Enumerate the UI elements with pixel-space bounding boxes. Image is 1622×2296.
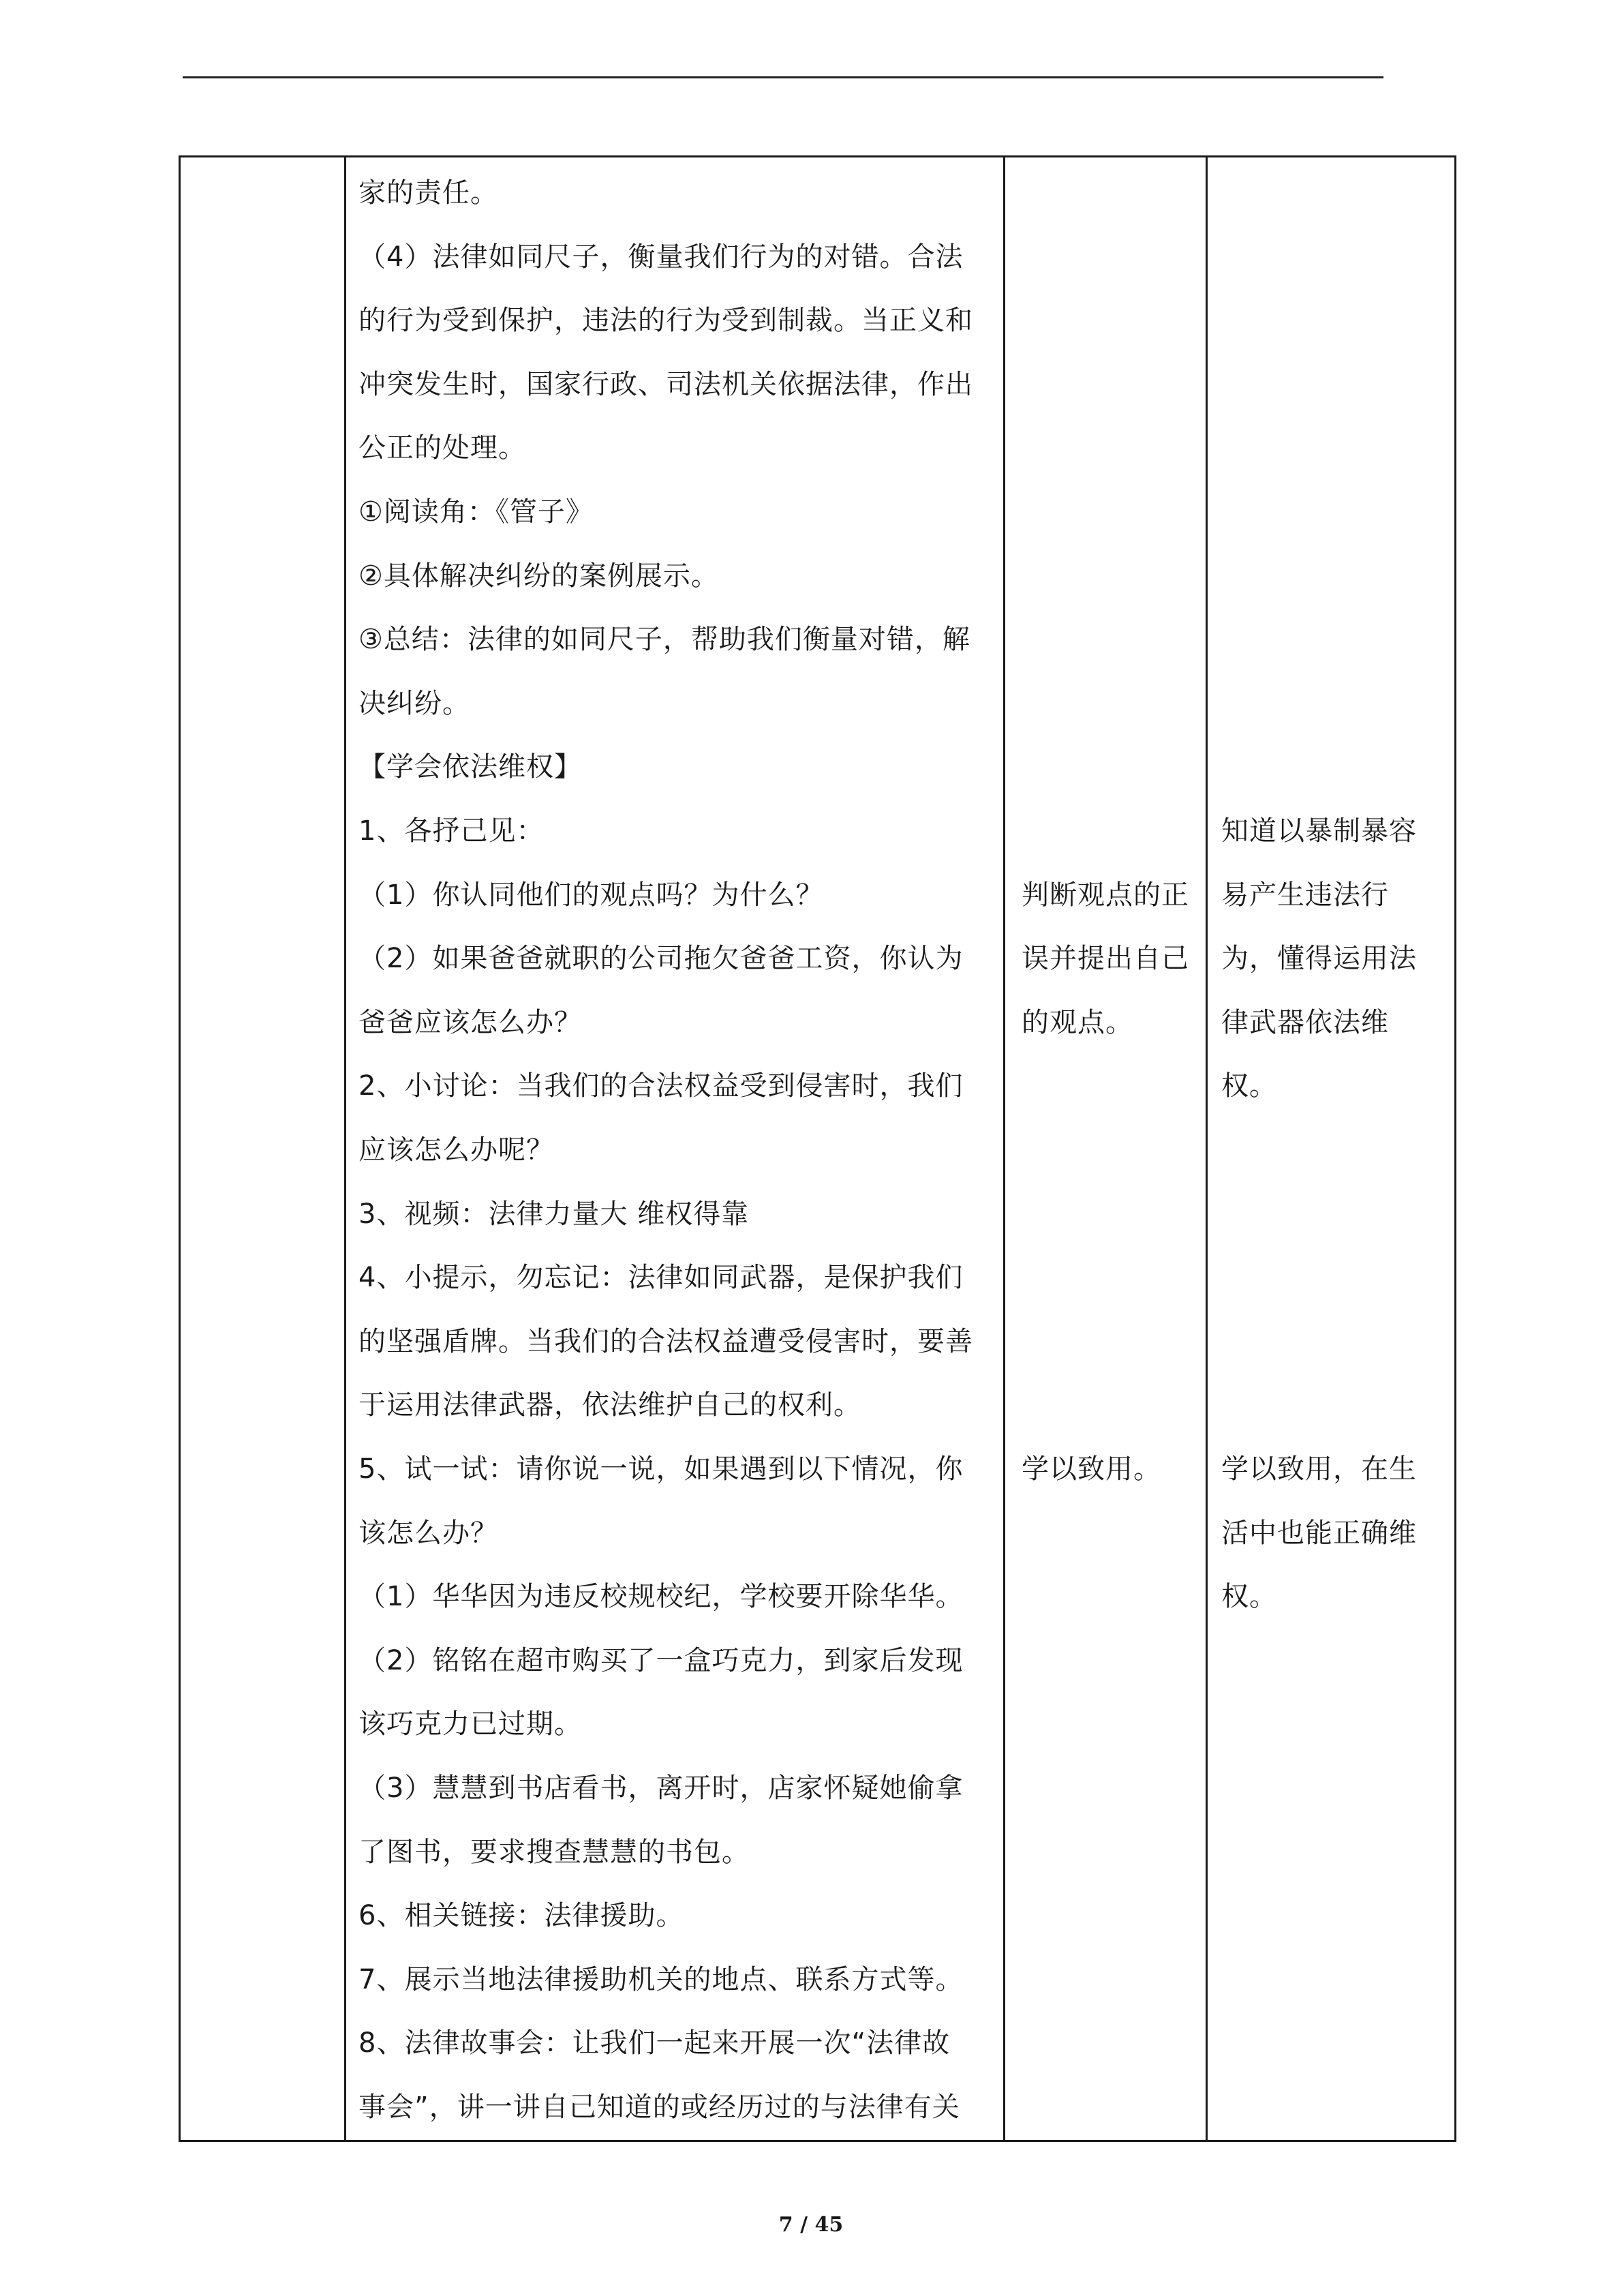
text-line: 4、小提示，勿忘记：法律如同武器，是保护我们 <box>358 1262 964 1294</box>
text-line: （2）如果爸爸就职的公司拖欠爸爸工资，你认为 <box>358 943 964 975</box>
text-line: 律武器依法维 <box>1221 1006 1389 1038</box>
text-line: 权。 <box>1221 1070 1277 1102</box>
text-line: 6、相关链接：法律援助。 <box>358 1900 684 1932</box>
text-line: 7、展示当地法律援助机关的地点、联系方式等。 <box>358 1963 964 1995</box>
text-line: 家的责任。 <box>358 177 498 209</box>
page-number: 7 / 45 <box>778 2213 844 2237</box>
text-line: 易产生违法行 <box>1221 879 1389 911</box>
text-line: 事会”，讲一讲自己知道的或经历过的与法律有关 <box>358 2091 960 2123</box>
text-line: 误并提出自己 <box>1022 943 1189 975</box>
text-line: 爸爸应该怎么办？ <box>358 1006 582 1038</box>
design-intent-cell <box>1207 157 1456 2141</box>
teaching-process-text <box>346 157 1003 2140</box>
text-line: 权。 <box>1221 1581 1277 1613</box>
text-line: 应该怎么办呢？ <box>358 1134 554 1166</box>
text-line: ②具体解决纠纷的案例展示。 <box>358 560 719 592</box>
text-line: 的观点。 <box>1022 1006 1133 1038</box>
text-line: 8、法律故事会：让我们一起来开展一次“法律故 <box>358 2027 951 2059</box>
text-line: 1、各抒己见： <box>358 815 545 847</box>
text-line: 决纠纷。 <box>358 687 470 719</box>
design-intent-text <box>1208 157 1454 2140</box>
text-line: （3）慧慧到书店看书，离开时，店家怀疑她偷拿 <box>358 1772 964 1804</box>
lesson-plan-table <box>179 155 1456 2142</box>
text-line: 的行为受到保护，违法的行为受到制裁。当正义和 <box>358 305 973 337</box>
text-line: ③总结：法律的如同尺子，帮助我们衡量对错，解 <box>358 624 970 656</box>
text-line: 该怎么办？ <box>358 1517 498 1549</box>
student-activity-text <box>1005 157 1206 2140</box>
teaching-process-cell <box>346 157 1005 2141</box>
text-line: 判断观点的正 <box>1022 879 1189 911</box>
header-rule <box>183 76 1383 78</box>
text-line: 于运用法律武器，依法维护自己的权利。 <box>358 1389 861 1421</box>
text-line: 该巧克力已过期。 <box>358 1708 582 1740</box>
text-line: ①阅读角：《管子》 <box>358 496 594 528</box>
empty-cell <box>180 157 346 2141</box>
table-row <box>180 157 1456 2141</box>
text-line: （1）你认同他们的观点吗？为什么？ <box>358 879 824 911</box>
text-line: 3、视频：法律力量大 维权得靠 <box>358 1198 750 1230</box>
text-line: （4）法律如同尺子，衡量我们行为的对错。合法 <box>358 241 964 273</box>
text-line: （2）铭铭在超市购买了一盒巧克力，到家后发现 <box>358 1644 964 1676</box>
text-line: 5、试一试：请你说一说，如果遇到以下情况，你 <box>358 1453 964 1485</box>
text-line: 为，懂得运用法 <box>1221 943 1417 975</box>
text-line: 学以致用。 <box>1022 1453 1161 1485</box>
text-line: 冲突发生时，国家行政、司法机关依据法律，作出 <box>358 368 973 400</box>
text-line: 知道以暴制暴容 <box>1221 815 1417 847</box>
text-line: （1）华华因为违反校规校纪，学校要开除华华。 <box>358 1581 964 1613</box>
text-line: 活中也能正确维 <box>1221 1517 1417 1549</box>
text-line: 了图书，要求搜查慧慧的书包。 <box>358 1836 750 1868</box>
text-line: 公正的处理。 <box>358 432 526 464</box>
text-line: 的坚强盾牌。当我们的合法权益遭受侵害时，要善 <box>358 1325 973 1357</box>
text-line: 2、小讨论：当我们的合法权益受到侵害时，我们 <box>358 1070 964 1102</box>
text-line: 【学会依法维权】 <box>358 751 582 783</box>
student-activity-cell <box>1005 157 1207 2141</box>
text-line: 学以致用，在生 <box>1221 1453 1417 1485</box>
